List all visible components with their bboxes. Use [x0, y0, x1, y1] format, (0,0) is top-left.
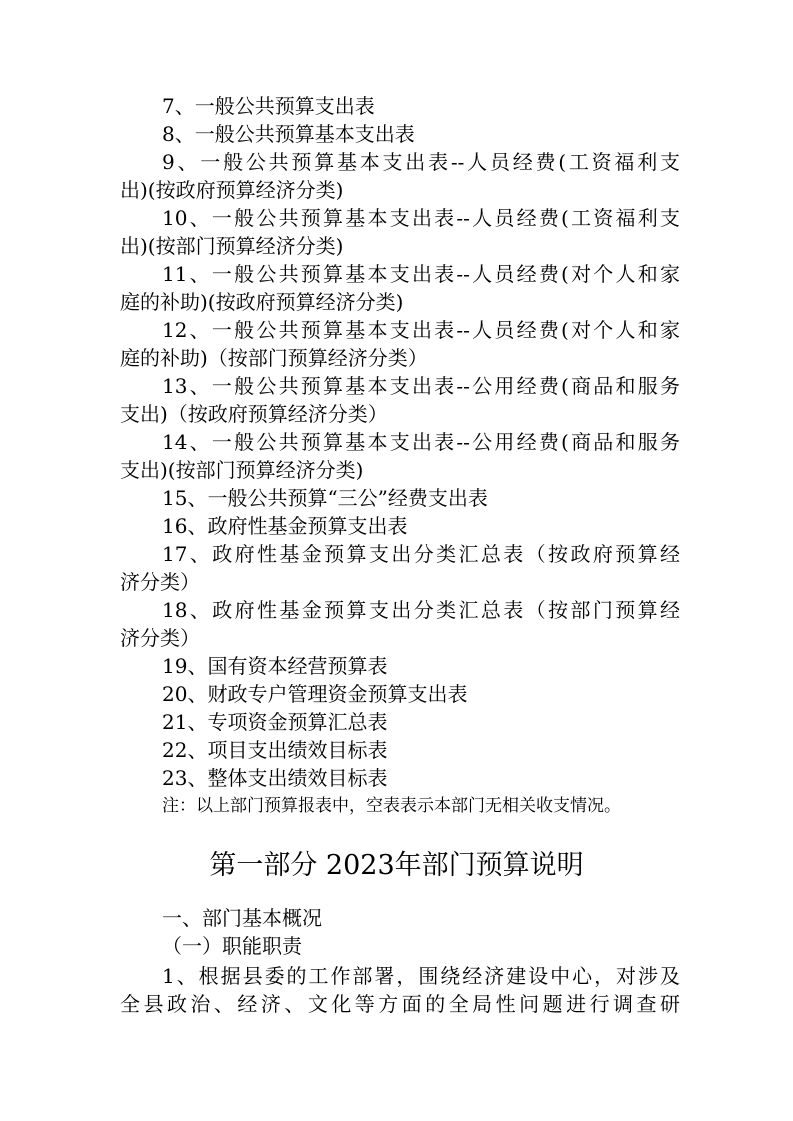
- toc-item-13-line1: 13、一般公共预算基本支出表--公用经费(商品和服务: [162, 374, 680, 398]
- toc-note: 注：以上部门预算报表中，空表表示本部门无相关收支情况。: [162, 796, 621, 816]
- toc-item-16: 16、政府性基金预算支出表: [162, 514, 408, 538]
- toc-item-9-line2: 出)(按政府预算经济分类): [120, 178, 344, 202]
- toc-item-12-line2: 庭的补助)（按部门预算经济分类）: [120, 346, 428, 370]
- toc-item-15: 15、一般公共预算“三公”经费支出表: [162, 486, 488, 510]
- toc-item-14-line1: 14、一般公共预算基本支出表--公用经费(商品和服务: [162, 430, 680, 454]
- toc-item-18-line1: 18、政府性基金预算支出分类汇总表（按部门预算经: [162, 598, 680, 622]
- toc-item-14-line2: 支出)(按部门预算经济分类): [120, 458, 364, 482]
- paragraph-line-2: 全县政治、经济、文化等方面的全局性问题进行调查研: [120, 992, 680, 1016]
- toc-item-11-line2: 庭的补助)(按政府预算经济分类): [120, 290, 404, 314]
- paragraph-line-1: 1、根据县委的工作部署，围绕经济建设中心，对涉及: [162, 964, 680, 988]
- section-heading: 一、部门基本概况: [162, 906, 322, 930]
- toc-item-13-line2: 支出)（按政府预算经济分类）: [120, 402, 388, 426]
- toc-item-9-line1: 9、一般公共预算基本支出表--人员经费(工资福利支: [162, 150, 680, 174]
- toc-item-11-line1: 11、一般公共预算基本支出表--人员经费(对个人和家: [162, 262, 680, 286]
- part-heading: 第一部分 2023年部门预算说明: [209, 850, 584, 881]
- toc-item-20: 20、财政专户管理资金预算支出表: [162, 682, 468, 706]
- toc-item-18-line2: 济分类）: [120, 626, 200, 650]
- toc-item-8: 8、一般公共预算基本支出表: [162, 122, 415, 146]
- toc-item-10-line1: 10、一般公共预算基本支出表--人员经费(工资福利支: [162, 206, 680, 230]
- toc-item-23: 23、整体支出绩效目标表: [162, 766, 388, 790]
- toc-item-22: 22、项目支出绩效目标表: [162, 738, 388, 762]
- toc-item-17-line2: 济分类）: [120, 570, 200, 594]
- subsection-heading: （一）职能职责: [162, 934, 302, 958]
- toc-item-17-line1: 17、政府性基金预算支出分类汇总表（按政府预算经: [162, 542, 680, 566]
- toc-item-21: 21、专项资金预算汇总表: [162, 710, 388, 734]
- toc-item-7: 7、一般公共预算支出表: [162, 94, 375, 118]
- toc-item-12-line1: 12、一般公共预算基本支出表--人员经费(对个人和家: [162, 318, 680, 342]
- toc-item-19: 19、国有资本经营预算表: [162, 654, 388, 678]
- toc-item-10-line2: 出)(按部门预算经济分类): [120, 234, 344, 258]
